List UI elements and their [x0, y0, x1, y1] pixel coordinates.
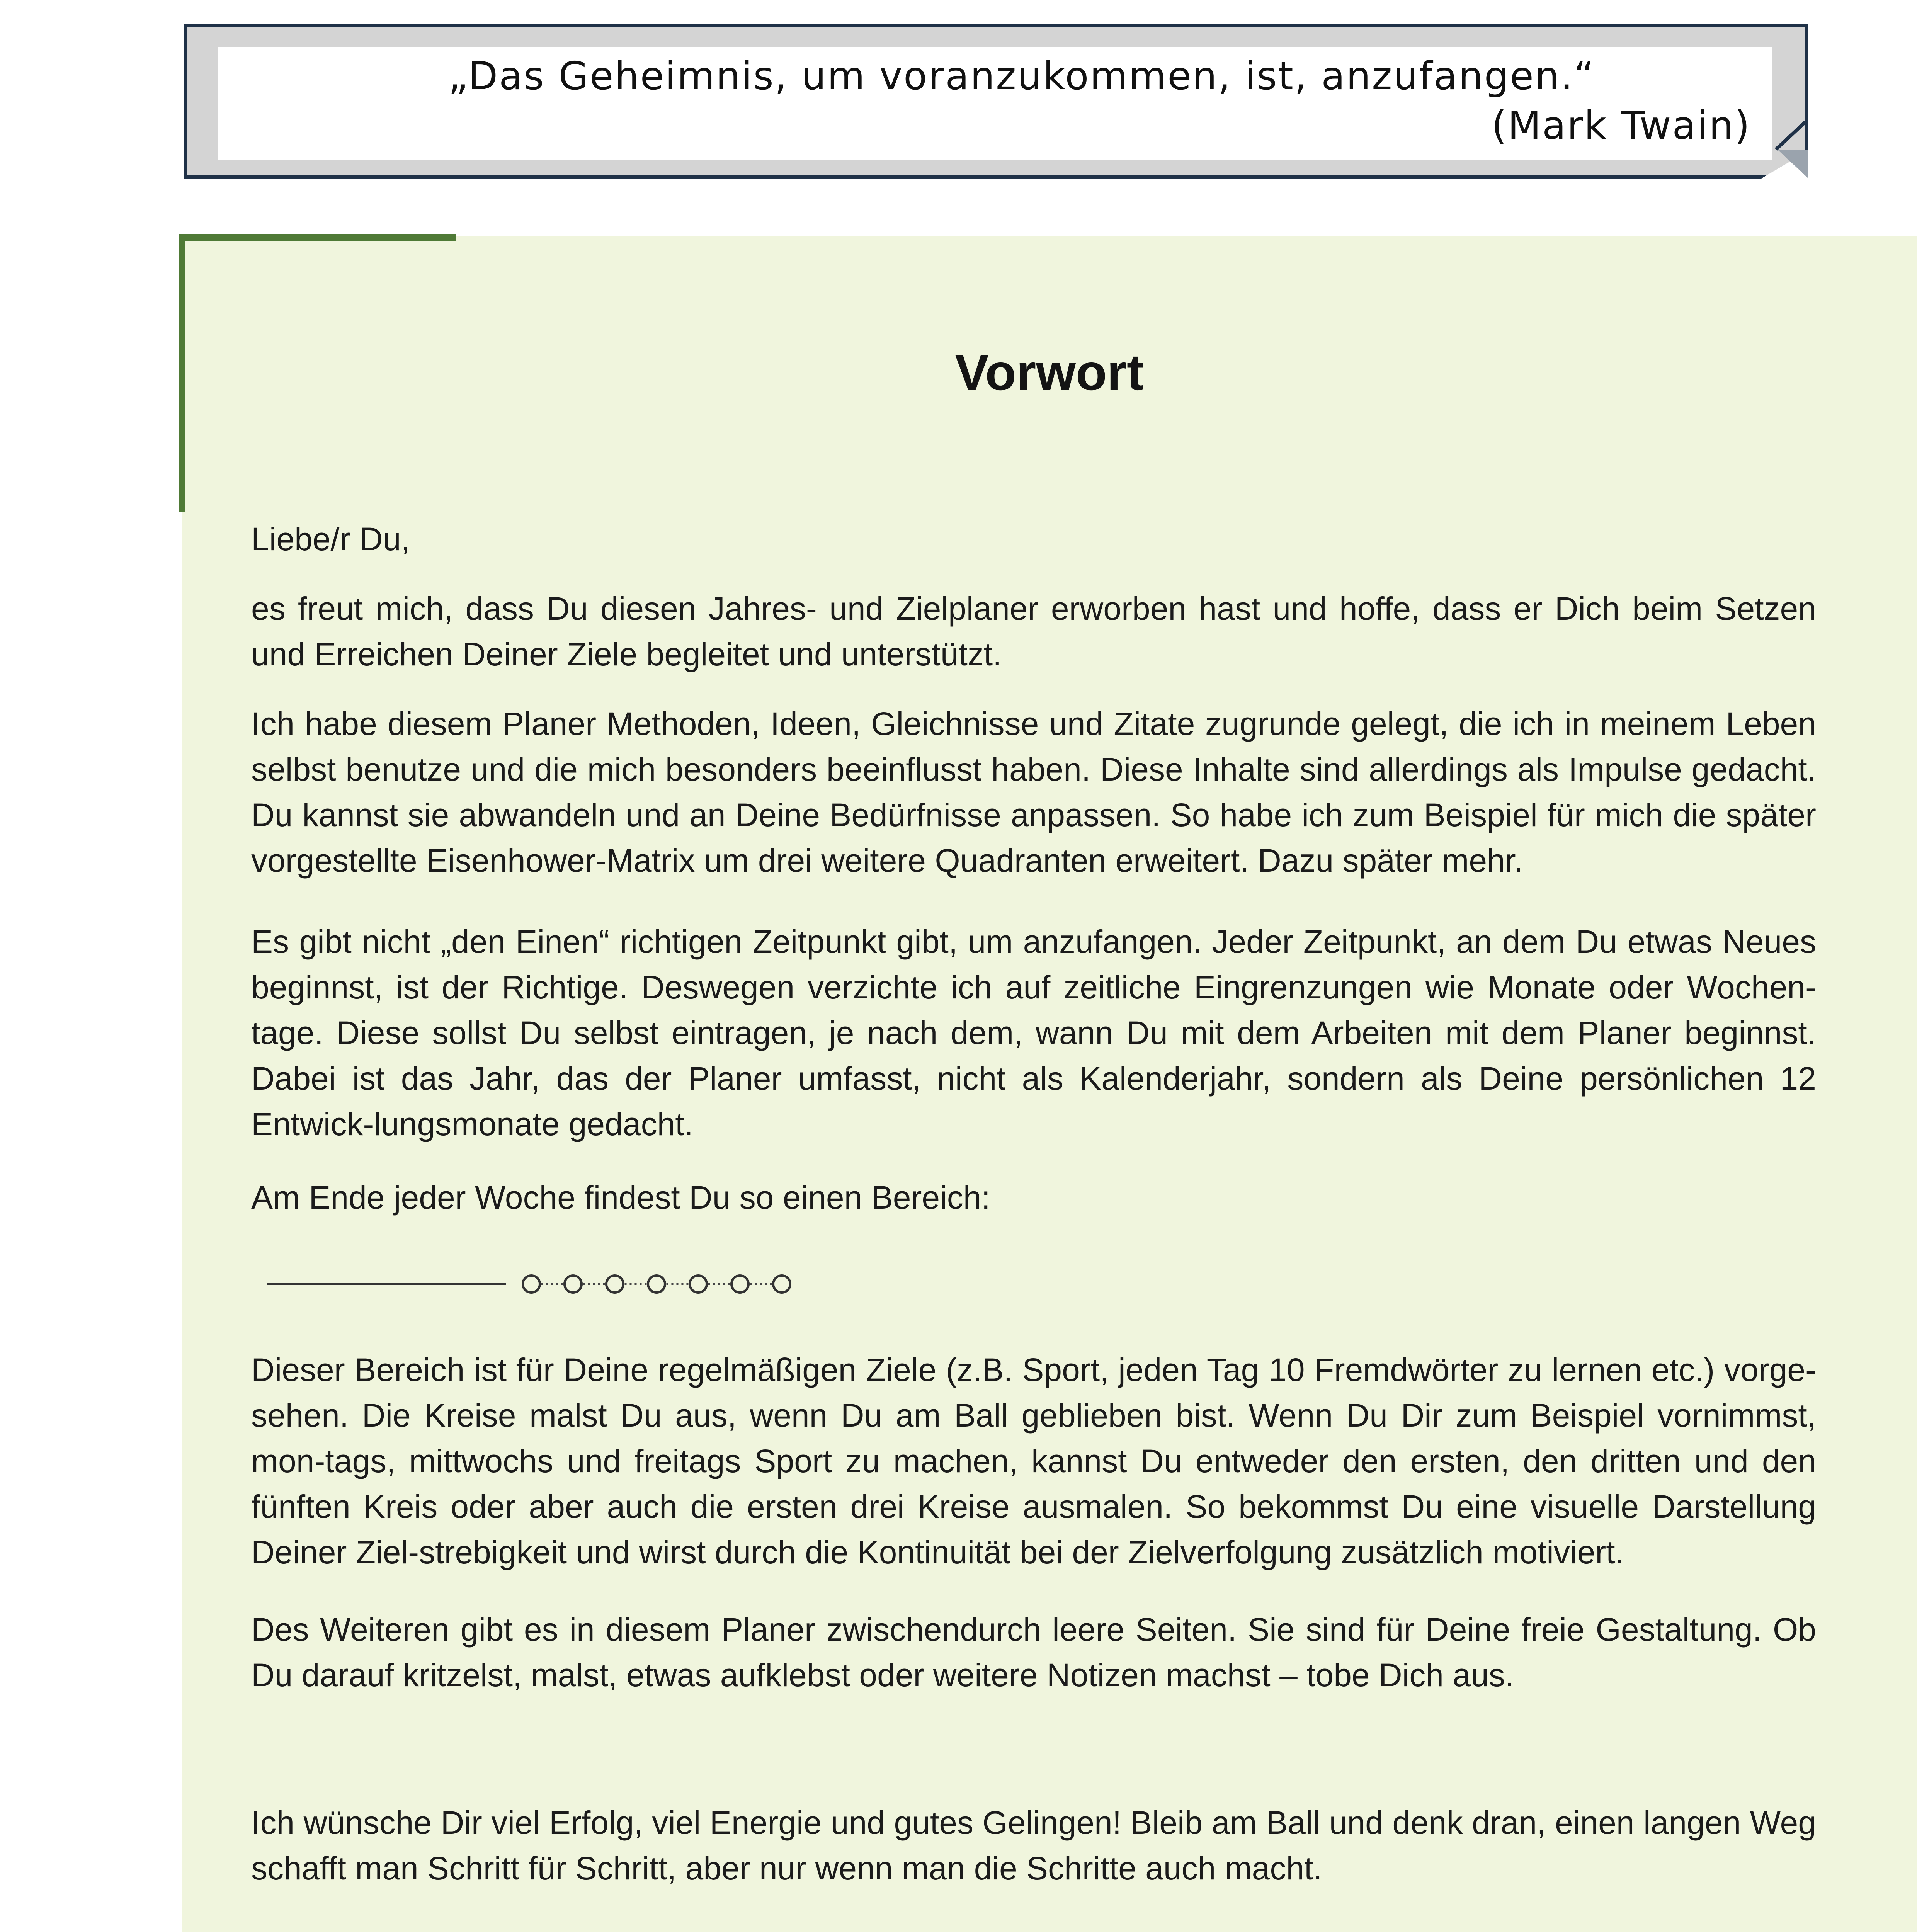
paragraph-6: Des Weiteren gibt es in diesem Planer zwischendurch leere Seiten. Sie sind für Deine freie Gestaltung. Ob Du darauf kritzelst, malst, etwas aufklebst oder weitere Notizen machst – tobe Dich aus.: [251, 1611, 1816, 1693]
tracker-circle: [689, 1274, 708, 1294]
tracker-line: [267, 1283, 506, 1285]
paragraph-1: es freut mich, dass Du diesen Jahres- und Zielplaner erworben hast und hoffe, dass er Dich beim Setzen und Erreichen Deiner Ziele begleitet und unterstützt.: [251, 590, 1816, 672]
quote-author: (Mark Twain): [1491, 103, 1751, 148]
tracker-circle: [522, 1274, 541, 1294]
paragraph-4: Am Ende jeder Woche findest Du so einen Bereich:: [251, 1179, 990, 1216]
panel-accent-top: [179, 234, 456, 241]
quote-text: „Das Geheimnis, um voranzukommen, ist, anzufangen.“: [448, 53, 1595, 99]
tracker-circle: [563, 1274, 583, 1294]
paragraph-2: Ich habe diesem Planer Methoden, Ideen, Gleichnisse und Zitate zugrunde gelegt, die ich in meinem Leben selbst benutze und die mich besonders beeinflusst haben. Diese Inhalte sind allerdings als Impulse gedacht. Du kannst sie abwandeln und an Deine Bedürfnisse anpassen. So habe ich zum Beispiel für mich die später vorgestellte Eisenhower-Matrix um drei weitere Quadranten erweitert. Dazu später mehr.: [251, 706, 1816, 879]
page-title: Vorwort: [955, 344, 1144, 401]
paragraph-3: Es gibt nicht „den Einen“ richtigen Zeitpunkt gibt, um anzufangen. Jeder Zeitpunkt, an dem Du etwas Neues beginnst, ist der Richtige. Deswegen verzichte ich auf zeitliche Eingrenzungen wie Monate oder Wochen-tage. Diese sollst Du selbst eintragen, je nach dem, wann Du mit dem Arbeiten mit dem Planer beginnst. Dabei ist das Jahr, das der Planer umfasst, nicht als Kalenderjahr, sondern als Deine persönlichen 12 Entwick-lungsmonate gedacht.: [251, 923, 1816, 1142]
greeting: Liebe/r Du,: [251, 521, 410, 557]
tracker-circle: [730, 1274, 750, 1294]
habit-tracker-example: [267, 1269, 791, 1299]
tracker-dots: [624, 1283, 647, 1285]
paragraph-5: Dieser Bereich ist für Deine regelmäßigen Ziele (z.B. Sport, jeden Tag 10 Fremdwörter zu lernen etc.) vorge-sehen. Die Kreise malst Du aus, wenn Du am Ball geblieben bist. Wenn Du Dir zum Beispiel vornimmst, mon-tags, mittwochs und freitags Sport zu machen, kannst Du entweder den ersten, den dritten und den fünften Kreis oder aber auch die ersten drei Kreise ausmalen. So bekommst Du eine visuelle Darstellung Deiner Ziel-strebigkeit und wirst durch die Kontinuität bei der Zielverfolgung zusätzlich motiviert.: [251, 1352, 1816, 1570]
paragraph-7: Ich wünsche Dir viel Erfolg, viel Energie und gutes Gelingen! Bleib am Ball und denk dran, einen langen Weg schafft man Schritt für Schritt, aber nur wenn man die Schritte auch macht.: [251, 1804, 1816, 1886]
tracker-dots: [708, 1283, 730, 1285]
tracker-dots: [583, 1283, 605, 1285]
tracker-dots: [541, 1283, 563, 1285]
tracker-circle: [772, 1274, 791, 1294]
tracker-circle: [605, 1274, 624, 1294]
quote-box-folded-corner: [1778, 150, 1808, 179]
tracker-circle: [647, 1274, 666, 1294]
tracker-dots: [666, 1283, 689, 1285]
tracker-dots: [750, 1283, 772, 1285]
